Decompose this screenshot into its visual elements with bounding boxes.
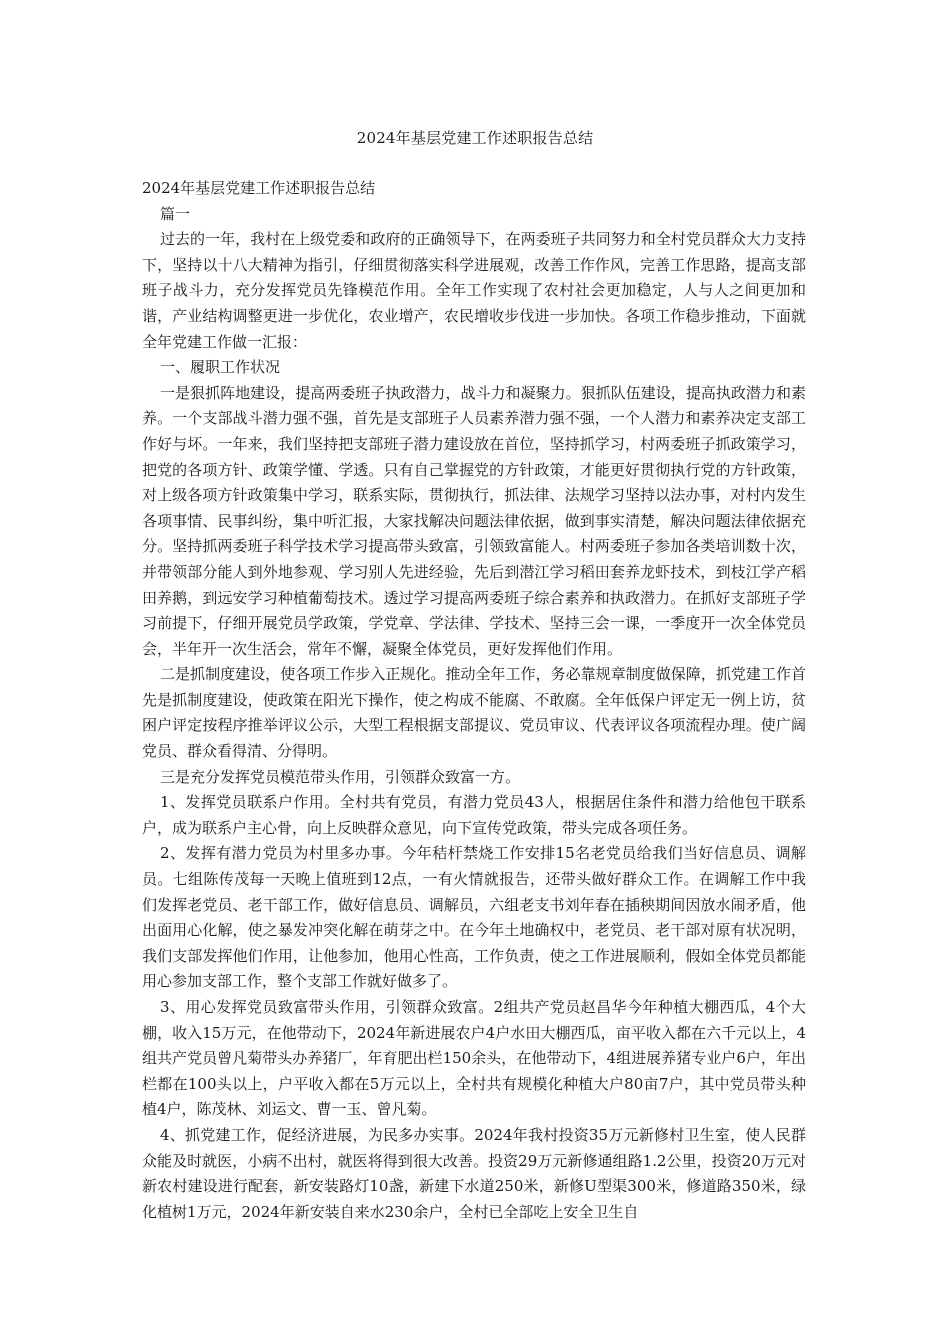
- paragraph-item-4: 4、抓党建工作，促经济进展，为民多办实事。2024年我村投资35万元新修村卫生室，使人民群众能及时就医，小病不出村，就医将得到很大改善。投资29万元新修通组路1.2公里，投资20万元对新农村建设进行配套，新安装路灯10盏，新建下水道250米，新修U型渠300米，修道路350米，绿化植树1万元，2024年新安装自来水230余户，全村已全部吃上安全卫生自: [142, 1125, 806, 1221]
- part-label: 篇一: [160, 204, 191, 223]
- paragraph-item-1: 1、发挥党员联系户作用。全村共有党员，有潜力党员43人，根据居住条件和潜力给他包干联系户，成为联系户主心骨，向上反映群众意见，向下宣传党政策，带头完成各项任务。: [142, 793, 806, 837]
- section-heading: 一、履职工作状况: [160, 358, 281, 377]
- paragraph-item-3: 3、用心发挥党员致富带头作用，引领群众致富。2组共产党员赵昌华今年种植大棚西瓜，4个大棚，收入15万元，在他带动下，2024年新进展农户4户水田大棚西瓜，亩平收入都在六千元以上，4组共产党员曾凡菊带头办养猪厂，年育肥出栏150余头，在他带动下，4组进展养猪专业户6户，年出栏都在100头以上，户平收入都在5万元以上，全村共有规模化种植大户80亩7户，其中党员带头种植4户，陈茂林、刘运文、曹一玉、曾凡菊。: [142, 998, 806, 1119]
- paragraph-item-2: 2、发挥有潜力党员为村里多办事。今年秸杆禁烧工作安排15名老党员给我们当好信息员、调解员。七组陈传茂每一天晚上值班到12点，一有火情就报告，还带头做好群众工作。在调解工作中我们发挥老党员、老干部工作，做好信息员、调解员，六组老支书刘年春在插秧期间因放水闹矛盾，他出面用心化解，使之暴发冲突化解在萌芽之中。在今年土地确权中，老党员、老干部对原有状况明，我们支部发挥他们作用，让他参加，他用心性高，工作负责，使之工作进展顺利，假如全体党员都能用心参加支部工作，整个支部工作就好做多了。: [142, 844, 806, 991]
- paragraph-member-role: 三是充分发挥党员模范带头作用，引领群众致富一方。: [160, 767, 521, 786]
- page-title: 2024年基层党建工作述职报告总结: [356, 129, 594, 147]
- paragraph-intro: 过去的一年，我村在上级党委和政府的正确领导下，在两委班子共同努力和全村党员群众大力支持下，坚持以十八大精神为指引，仔细贯彻落实科学进展观，改善工作作风，完善工作思路，提高支部班子战斗力，充分发挥党员先锋模范作用。全年工作实现了农村社会更加稳定，人与人之间更加和谐，产业结构调整更进一步优化，农业增产，农民增收步伐进一步加快。各项工作稳步推动，下面就全年党建工作做一汇报：: [142, 230, 806, 351]
- paragraph-position-building: 一是狠抓阵地建设，提高两委班子执政潜力，战斗力和凝聚力。狠抓队伍建设，提高执政潜力和素养。一个支部战斗潜力强不强，首先是支部班子人员素养潜力强不强，一个人潜力和素养决定支部工作好与坏。一年来，我们坚持把支部班子潜力建设放在首位，坚持抓学习，村两委班子抓政策学习，把党的各项方针、政策学懂、学透。只有自己掌握党的方针政策，才能更好贯彻执行党的方针政策，对上级各项方针政策集中学习，联系实际，贯彻执行，抓法律、法规学习坚持以法办事，对村内发生各项事情、民事纠纷，集中听汇报，大家找解决问题法律依据，做到事实清楚，解决问题法律依据充分。坚持抓两委班子科学技术学习提高带头致富，引领致富能人。村两委班子参加各类培训数十次，并带领部分能人到外地参观、学习别人先进经验，先后到潜江学习稻田套养龙虾技术，到枝江学产稻田养鹅，到远安学习种植葡萄技术。透过学习提高两委班子综合素养和执政潜力。在抓好支部班子学习前提下，仔细开展党员学政策，学党章、学法律、学技术、坚持三会一课，一季度开一次全体党员会，半年开一次生活会，常年不懈，凝聚全体党员，更好发挥他们作用。: [142, 383, 806, 658]
- paragraph-system-building: 二是抓制度建设，使各项工作步入正规化。推动全年工作，务必靠规章制度做保障，抓党建工作首先是抓制度建设，使政策在阳光下操作，使之构成不能腐、不敢腐。全年低保户评定无一例上访，贫困户评定按程序推举评议公示，大型工程根据支部提议、党员审议、代表评议各项流程办理。使广阔党员、群众看得清、分得明。: [142, 665, 806, 761]
- document-body: [142, 176, 806, 1225]
- document-subtitle: 2024年基层党建工作述职报告总结: [142, 179, 376, 197]
